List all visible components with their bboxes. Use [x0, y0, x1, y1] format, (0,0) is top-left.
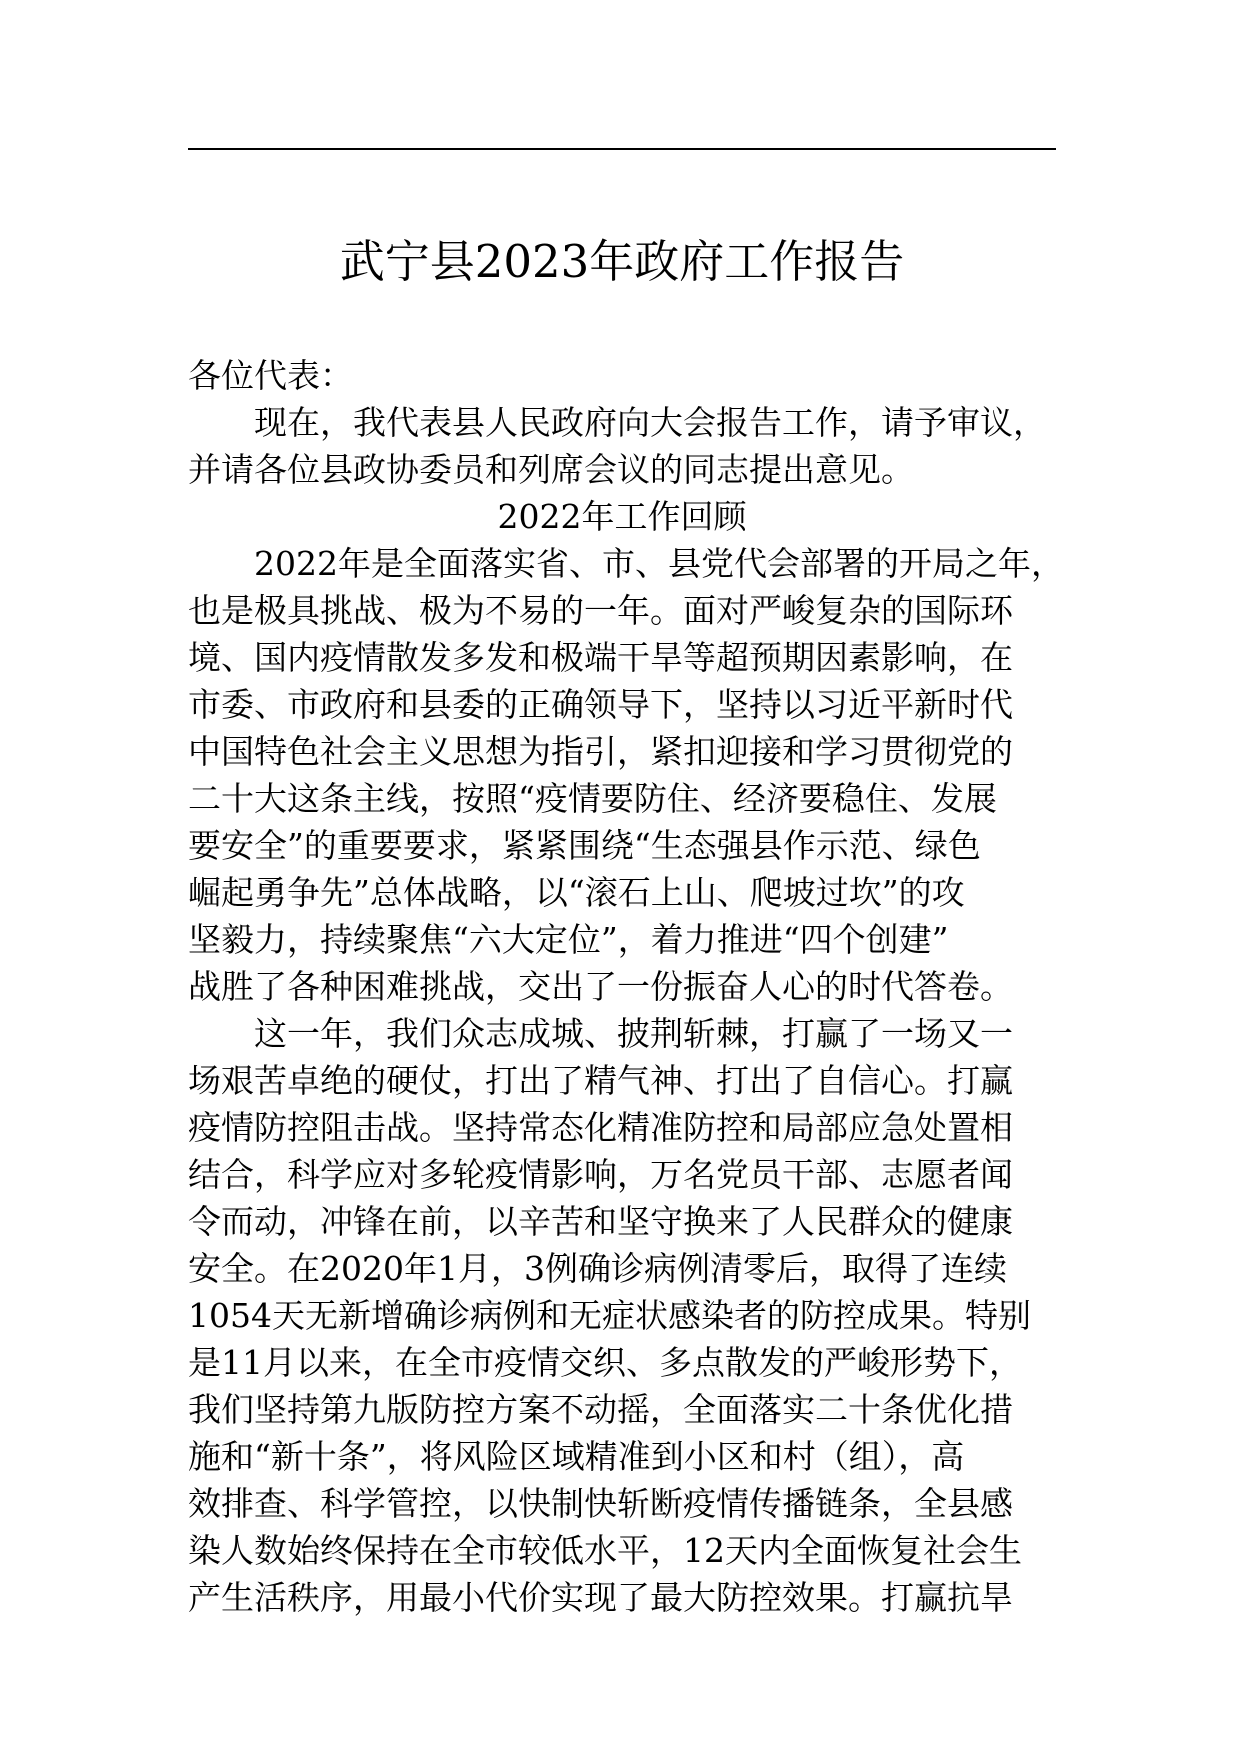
paragraph-line: 我们坚持第九版防控方案不动摇，全面落实二十条优化措 — [188, 1390, 1013, 1429]
section-heading: 2022年工作回顾 — [497, 497, 747, 536]
paragraph-line: 也是极具挑战、极为不易的一年。面对严峻复杂的国际环 — [188, 591, 1013, 630]
paragraph-line: 二十大这条主线，按照“疫情要防住、经济要稳住、发展 — [188, 779, 997, 818]
paragraph-line: 产生活秩序，用最小代价实现了最大防控效果。打赢抗旱 — [188, 1578, 1013, 1617]
paragraph-line: 2022年是全面落实省、市、县党代会部署的开局之年， — [254, 544, 1064, 583]
paragraph-line: 中国特色社会主义思想为指引，紧扣迎接和学习贯彻党的 — [188, 732, 1013, 771]
paragraph-line: 场艰苦卓绝的硬仗，打出了精气神、打出了自信心。打赢 — [188, 1061, 1013, 1100]
paragraph-line: 要安全”的重要要求，紧紧围绕“生态强县作示范、绿色 — [188, 826, 981, 865]
paragraph-line: 结合，科学应对多轮疫情影响，万名党员干部、志愿者闻 — [188, 1155, 1013, 1194]
paragraph-line: 效排查、科学管控，以快制快斩断疫情传播链条，全县感 — [188, 1484, 1013, 1523]
paragraph-line: 境、国内疫情散发多发和极端干旱等超预期因素影响，在 — [188, 638, 1013, 677]
paragraph-line: 施和“新十条”，将风险区域精准到小区和村（组），高 — [188, 1437, 965, 1476]
salutation: 各位代表： — [188, 356, 353, 395]
paragraph-line: 崛起勇争先”总体战略，以“滚石上山、爬坡过坎”的攻 — [188, 873, 965, 912]
document-title: 武宁县2023年政府工作报告 — [339, 235, 905, 288]
document-body — [188, 352, 1068, 1621]
paragraph-line: 市委、市政府和县委的正确领导下，坚持以习近平新时代 — [188, 685, 1013, 724]
paragraph-line: 并请各位县政协委员和列席会议的同志提出意见。 — [188, 450, 914, 489]
paragraph-line: 安全。在2020年1月，3例确诊病例清零后，取得了连续 — [188, 1249, 1007, 1288]
paragraph-line: 令而动，冲锋在前，以辛苦和坚守换来了人民群众的健康 — [188, 1202, 1013, 1241]
paragraph-line: 1054天无新增确诊病例和无症状感染者的防控成果。特别 — [188, 1296, 1031, 1335]
paragraph-line: 是11月以来，在全市疫情交织、多点散发的严峻形势下， — [188, 1343, 1022, 1382]
paragraph-line: 染人数始终保持在全市较低水平，12天内全面恢复社会生 — [188, 1531, 1022, 1570]
paragraph-line: 这一年，我们众志成城、披荆斩棘，打赢了一场又一 — [254, 1014, 1013, 1053]
header-rule — [188, 148, 1056, 150]
paragraph-line: 战胜了各种困难挑战，交出了一份振奋人心的时代答卷。 — [188, 967, 1013, 1006]
paragraph-line: 现在，我代表县人民政府向大会报告工作，请予审议， — [254, 403, 1046, 442]
paragraph-line: 坚毅力，持续聚焦“六大定位”，着力推进“四个创建” — [188, 920, 949, 959]
paragraph-line: 疫情防控阻击战。坚持常态化精准防控和局部应急处置相 — [188, 1108, 1013, 1147]
